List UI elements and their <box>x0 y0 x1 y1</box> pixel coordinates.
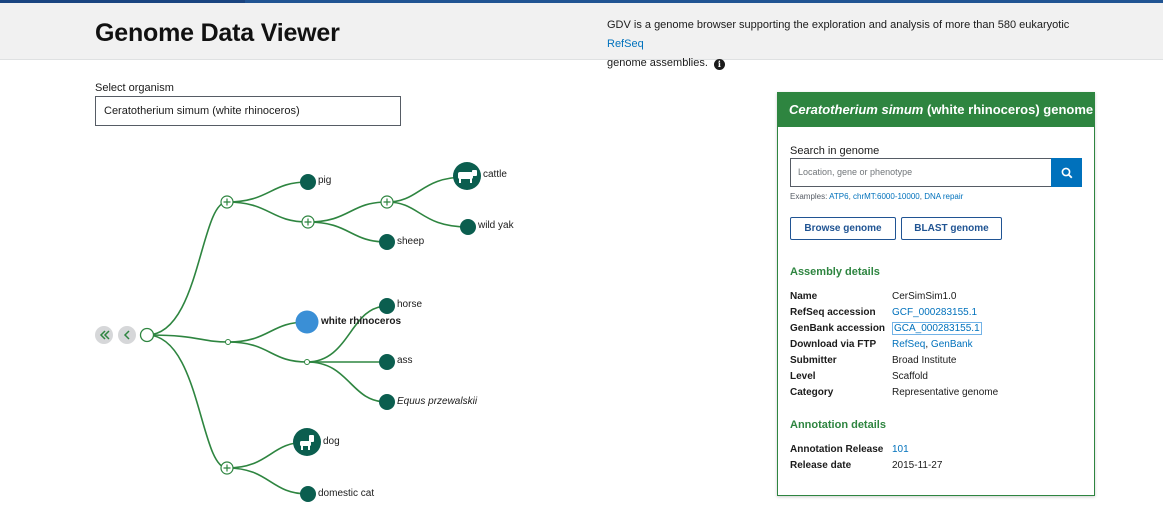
tree-nav-first-button[interactable] <box>95 326 113 344</box>
submitter-key: Submitter <box>790 354 837 366</box>
node-ass[interactable] <box>379 354 395 370</box>
node-dog[interactable] <box>293 428 321 456</box>
genome-panel <box>777 92 1095 496</box>
label-pig[interactable]: pig <box>318 175 332 186</box>
label-horse[interactable]: horse <box>397 299 423 310</box>
genome-panel-title <box>778 93 1094 127</box>
assembly-details-list <box>790 288 1080 400</box>
expand-node-ruminant[interactable] <box>302 216 314 228</box>
assembly-name-value: CerSimSim1.0 <box>892 290 957 302</box>
release-date-key: Release date <box>790 459 852 471</box>
header-description-text-2: genome assemblies. <box>607 57 708 69</box>
label-ass[interactable]: ass <box>397 355 413 366</box>
search-button[interactable] <box>1051 158 1082 187</box>
label-sheep[interactable]: sheep <box>397 236 425 247</box>
assembly-row-genbank <box>790 320 1080 336</box>
assembly-row-ftp: Download via FTP RefSeq, GenBank <box>790 338 973 350</box>
example-link-dna-repair[interactable]: DNA repair <box>924 192 964 201</box>
release-date-value: 2015-11-27 <box>892 459 943 471</box>
label-cattle[interactable]: cattle <box>483 169 507 180</box>
refseq-accession-key: RefSeq accession <box>790 306 876 318</box>
submitter-value: Broad Institute <box>892 354 957 366</box>
tree-root-node[interactable] <box>141 329 154 342</box>
label-domestic-cat[interactable]: domestic cat <box>318 488 375 499</box>
node-wild-yak[interactable] <box>460 219 476 235</box>
examples-label: Examples: <box>790 192 830 201</box>
level-value: Scaffold <box>892 370 928 382</box>
organism-select-input[interactable]: Ceratotherium simum (white rhinoceros) <box>95 96 401 126</box>
tree-svg <box>90 150 510 520</box>
assembly-name-key: Name <box>790 290 818 302</box>
search-label: Search in genome <box>790 145 880 157</box>
label-equus-przewalskii[interactable]: Equus przewalskii <box>397 396 478 407</box>
annotation-row-date <box>790 457 1080 473</box>
refseq-link[interactable]: RefSeq <box>607 38 644 50</box>
blast-genome-button[interactable]: BLAST genome <box>901 217 1002 240</box>
ftp-key: Download via FTP <box>790 338 877 350</box>
expand-node-carnivore[interactable] <box>221 462 233 474</box>
search-input[interactable]: Location, gene or phenotype <box>790 158 1052 187</box>
organism-tree <box>90 150 514 520</box>
node-pig[interactable] <box>300 174 316 190</box>
node-equus-przewalskii[interactable] <box>379 394 395 410</box>
select-organism-label: Select organism <box>95 82 174 94</box>
annotation-details-title: Annotation details <box>790 419 886 431</box>
node-horse[interactable] <box>379 298 395 314</box>
genbank-accession-key: GenBank accession <box>790 322 886 334</box>
genbank-accession-link[interactable]: GCA_000283155.1 <box>894 322 980 334</box>
level-key: Level <box>790 370 816 382</box>
assembly-row-level <box>790 368 1080 384</box>
assembly-row-category <box>790 384 1080 400</box>
assembly-row-name <box>790 288 1080 304</box>
node-white-rhinoceros[interactable] <box>296 311 319 334</box>
node-cattle[interactable] <box>453 162 481 190</box>
category-key: Category <box>790 386 834 398</box>
assembly-details-title: Assembly details <box>790 266 880 278</box>
search-examples: Examples: ATP6, chrMT:6000-10000, DNA repair <box>790 192 964 201</box>
search-icon <box>1061 167 1073 179</box>
panel-title-species: Ceratotherium simum <box>789 102 924 117</box>
ftp-refseq-link[interactable]: RefSeq <box>892 338 926 350</box>
annotation-release-link[interactable]: 101 <box>892 443 909 455</box>
node-domestic-cat[interactable] <box>300 486 316 502</box>
assembly-row-submitter <box>790 352 1080 368</box>
tree-nav-back-button[interactable] <box>118 326 136 344</box>
tree-internal-node <box>305 360 310 365</box>
ftp-genbank-link[interactable]: GenBank <box>930 338 973 350</box>
app-title: Genome Data Viewer <box>95 19 340 47</box>
expand-node-bovine[interactable] <box>381 196 393 208</box>
node-sheep[interactable] <box>379 234 395 250</box>
header-description <box>607 16 1107 73</box>
example-link-atp6[interactable]: ATP6 <box>829 192 849 201</box>
browse-genome-button[interactable]: Browse genome <box>790 217 896 240</box>
info-icon[interactable]: i <box>714 59 725 70</box>
page-header <box>0 3 1163 69</box>
header-description-text: GDV is a genome browser supporting the exploration and analysis of more than 580 eukaryotic <box>607 19 1070 31</box>
annotation-row-release <box>790 441 1080 457</box>
refseq-accession-link[interactable]: GCF_000283155.1 <box>892 306 978 318</box>
tree-internal-node <box>226 340 231 345</box>
label-dog[interactable]: dog <box>323 436 340 447</box>
label-wild-yak[interactable]: wild yak <box>478 220 514 231</box>
annotation-release-key: Annotation Release <box>790 443 884 455</box>
category-value: Representative genome <box>892 386 999 398</box>
assembly-row-refseq <box>790 304 1080 320</box>
annotation-details-list <box>790 441 1080 473</box>
example-link-chrmt[interactable]: chrMT:6000-10000 <box>853 192 920 201</box>
expand-node-upper[interactable] <box>221 196 233 208</box>
label-white-rhinoceros[interactable]: white rhinoceros <box>321 316 402 327</box>
panel-title-rest: (white rhinoceros) genome <box>923 102 1094 117</box>
